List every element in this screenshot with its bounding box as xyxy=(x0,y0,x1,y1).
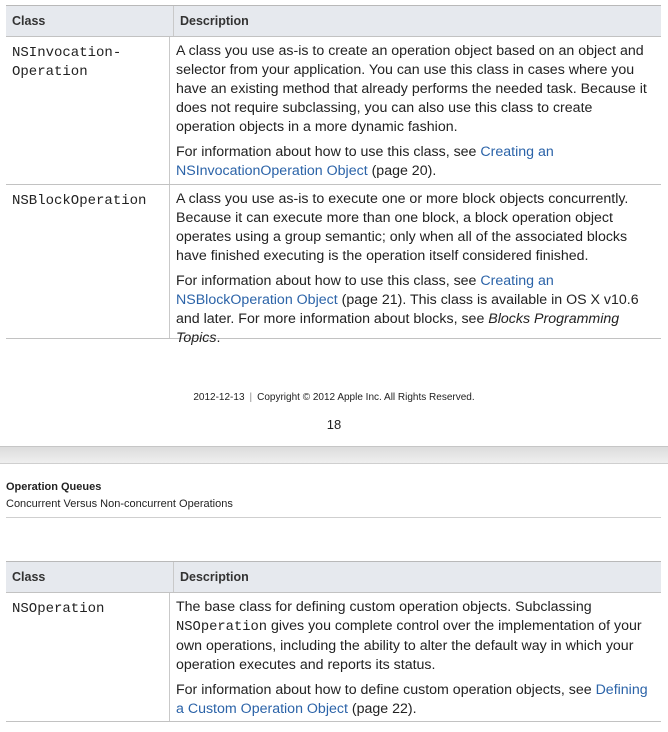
column-header-class: Class xyxy=(6,6,174,36)
column-header-class: Class xyxy=(6,562,174,592)
page-break-divider xyxy=(0,446,668,464)
class-description xyxy=(170,185,654,346)
text: (page 20). xyxy=(367,163,437,179)
column-header-description: Description xyxy=(180,14,249,28)
text: (page 21). This class is available in OS X v10.6 and later. For more information about blocks, see xyxy=(176,292,639,327)
section-title: Concurrent Versus Non-concurrent Operations xyxy=(6,498,233,510)
text: (page 22). xyxy=(347,701,417,717)
description-paragraph xyxy=(176,143,654,181)
operation-classes-table-2 xyxy=(6,561,661,722)
class-description xyxy=(170,593,654,721)
description-paragraph: A class you use as-is to create an operation object based on an object and selector from your application. You can use this class in cases where you have an existing method that already performs the needed task. Because it does not require subclassing, you can also use this class to create operation objects in a more dynamic fashion. xyxy=(176,43,647,135)
running-header xyxy=(6,479,661,518)
text: The base class for defining custom operation objects. Subclassing xyxy=(176,599,592,615)
footer-date: 2012-12-13 xyxy=(193,392,245,403)
page-number: 18 xyxy=(326,417,342,432)
table-row xyxy=(6,593,661,722)
description-paragraph xyxy=(176,681,654,719)
table-header xyxy=(6,562,661,593)
link-creating-nsinvocationoperation-object[interactable]: Creating an NSInvocationOperation Object xyxy=(176,144,554,179)
description-paragraph: A class you use as-is to execute one or more block objects concurrently. Because it can execute more than one block, a block operation object operates using a group semantic; only when all of the associated blocks have finished executing is the operation itself considered finished. xyxy=(176,191,629,264)
class-name: NSInvocation‑ Operation xyxy=(6,37,170,184)
operation-classes-table-1 xyxy=(6,5,661,346)
chapter-title: Operation Queues xyxy=(6,481,102,493)
footer-copyright: Copyright © 2012 Apple Inc. All Rights Reserved. xyxy=(257,392,475,403)
class-name: NSBlockOperation xyxy=(6,185,170,338)
class-name: NSOperation xyxy=(6,593,170,721)
table-header xyxy=(6,6,661,37)
text: . xyxy=(216,330,221,346)
text: gives you complete control over the implementation of your own operations, including the ability to alter the default way in which your operation executes and reports its status. xyxy=(176,618,642,673)
description-paragraph xyxy=(176,598,654,675)
book-title: Blocks Programming Topics xyxy=(176,311,620,346)
column-header-description: Description xyxy=(180,570,249,584)
class-description xyxy=(170,37,654,184)
link-creating-nsblockoperation-object[interactable]: Creating an NSBlockOperation Object xyxy=(176,273,554,308)
footer-separator: | xyxy=(249,392,253,403)
description-paragraph xyxy=(176,272,654,348)
text: For information about how to define custom operation objects, see xyxy=(176,682,596,698)
code-nsoperation: NSOperation xyxy=(176,620,268,635)
text: For information about how to use this class, see xyxy=(176,144,481,160)
table-row xyxy=(6,185,661,346)
page-footer xyxy=(0,392,668,403)
table-row xyxy=(6,37,661,185)
link-defining-custom-operation-object[interactable]: Defining a Custom Operation Object xyxy=(176,682,648,717)
text: For information about how to use this class, see xyxy=(176,273,481,289)
